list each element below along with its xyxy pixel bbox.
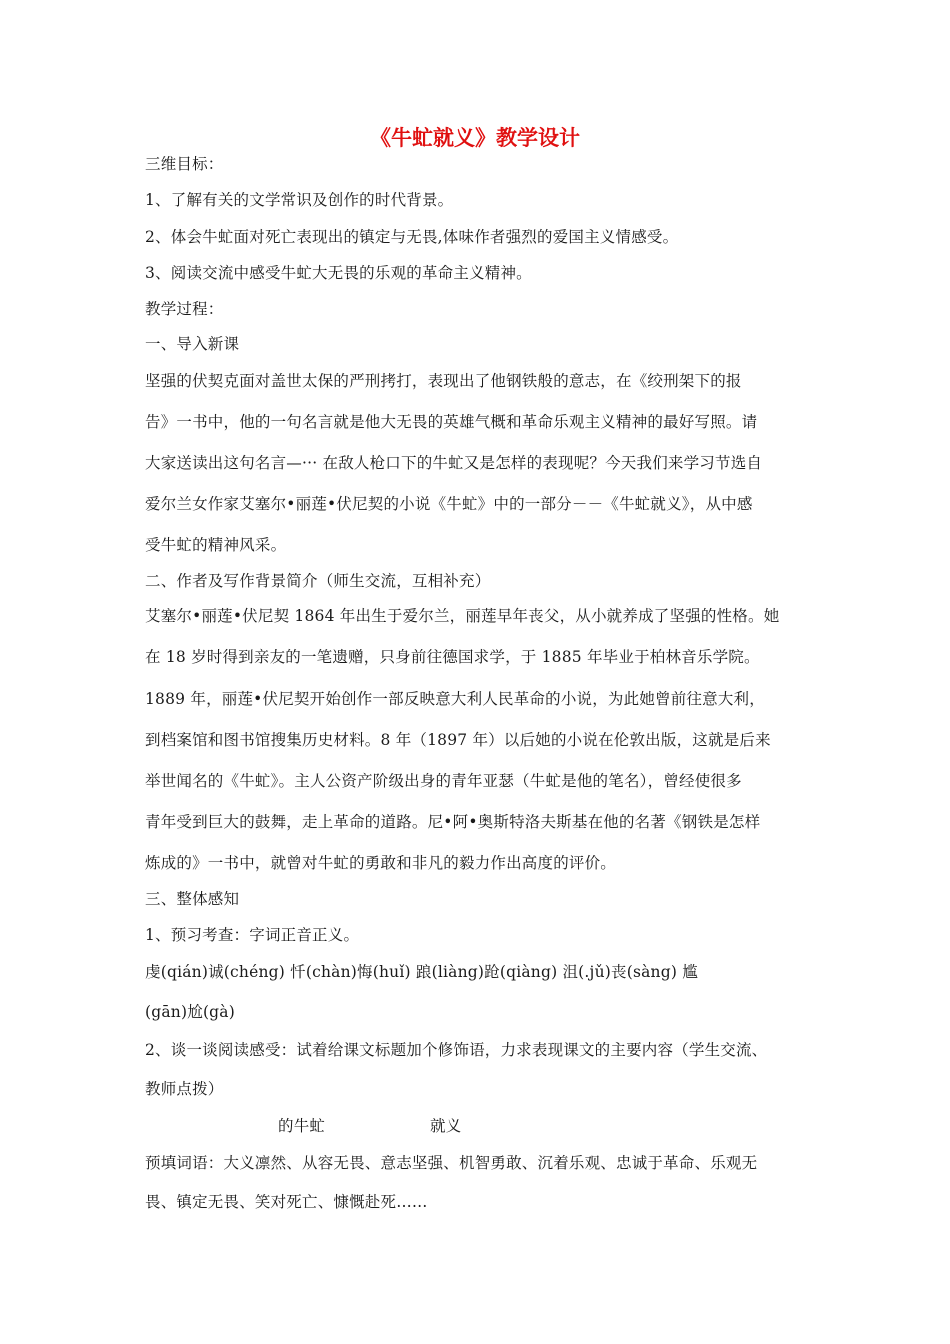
text-line: 举世闻名的《牛虻》。主人公资产阶级出身的青年亚瑟（牛虻是他的笔名），曾经使很多 xyxy=(145,772,742,790)
text-line: 坚强的伏契克面对盖世太保的严刑拷打，表现出了他钢铁般的意志，在《绞刑架下的报 xyxy=(145,372,742,390)
text-line: 3、阅读交流中感受牛虻大无畏的乐观的革命主义精神。 xyxy=(145,264,532,282)
text-line: 炼成的》一书中，就曾对牛虻的勇敢和非凡的毅力作出高度的评价。 xyxy=(145,854,617,872)
blank-right-label: 就义 xyxy=(430,1117,462,1135)
section-heading: 三维目标： xyxy=(145,155,224,173)
section-heading: 教学过程： xyxy=(145,300,224,318)
text-line: 在 18 岁时得到亲友的一笔遗赠，只身前往德国求学，于 1885 年毕业于柏林音乐学院。 xyxy=(145,648,760,666)
text-line: 青年受到巨大的鼓舞，走上革命的道路。尼•阿•奥斯特洛夫斯基在他的名著《钢铁是怎样 xyxy=(145,813,761,831)
text-line: 受牛虻的精神风采。 xyxy=(145,536,287,554)
text-line: 1889 年，丽莲•伏尼契开始创作一部反映意大利人民革命的小说，为此她曾前往意大利， xyxy=(145,690,765,708)
text-line: 2、谈一谈阅读感受：试着给课文标题加个修饰语，力求表现课文的主要内容（学生交流、 xyxy=(145,1041,768,1059)
document-title: 《牛虻就义》教学设计 xyxy=(370,126,580,150)
text-line: 教师点拨） xyxy=(145,1080,224,1098)
section-heading: 一、导入新课 xyxy=(145,335,240,353)
text-line: 告》一书中，他的一句名言就是他大无畏的英雄气概和革命乐观主义精神的最好写照。请 xyxy=(145,413,758,431)
pinyin-line: (gān)尬(gà) xyxy=(145,1003,235,1021)
text-line: 畏、镇定无畏、笑对死亡、慷慨赴死…… xyxy=(145,1193,428,1211)
pinyin-line: 虔(qián)诚(chéng) 忏(chàn)悔(huǐ) 踉(liàng)跄(qiàng) 沮(.jǔ)丧(sàng) 尴 xyxy=(145,963,698,981)
text-line: 爱尔兰女作家艾塞尔•丽莲•伏尼契的小说《牛虻》中的一部分－－《牛虻就义》，从中感 xyxy=(145,495,753,513)
text-line: 大家送读出这句名言—··· 在敌人枪口下的牛虻又是怎样的表现呢？今天我们来学习节选自 xyxy=(145,454,763,472)
blank-left-label: 的牛虻 xyxy=(278,1117,326,1135)
text-line: 1、预习考查：字词正音正义。 xyxy=(145,926,360,944)
section-heading: 二、作者及写作背景简介（师生交流，互相补充） xyxy=(145,572,491,590)
text-line: 到档案馆和图书馆搜集历史材料。8 年（1897 年）以后她的小说在伦敦出版，这就是后来 xyxy=(145,731,771,749)
text-line: 2、体会牛虻面对死亡表现出的镇定与无畏,体味作者强烈的爱国主义情感受。 xyxy=(145,228,679,246)
text-line: 艾塞尔•丽莲•伏尼契 1864 年出生于爱尔兰，丽莲早年丧父，从小就养成了坚强的性格。她 xyxy=(145,607,780,625)
text-line: 预填词语：大义凛然、从容无畏、意志坚强、机智勇敢、沉着乐观、忠诚于革命、乐观无 xyxy=(145,1154,758,1172)
text-line: 1、了解有关的文学常识及创作的时代背景。 xyxy=(145,191,454,209)
section-heading: 三、整体感知 xyxy=(145,890,240,908)
